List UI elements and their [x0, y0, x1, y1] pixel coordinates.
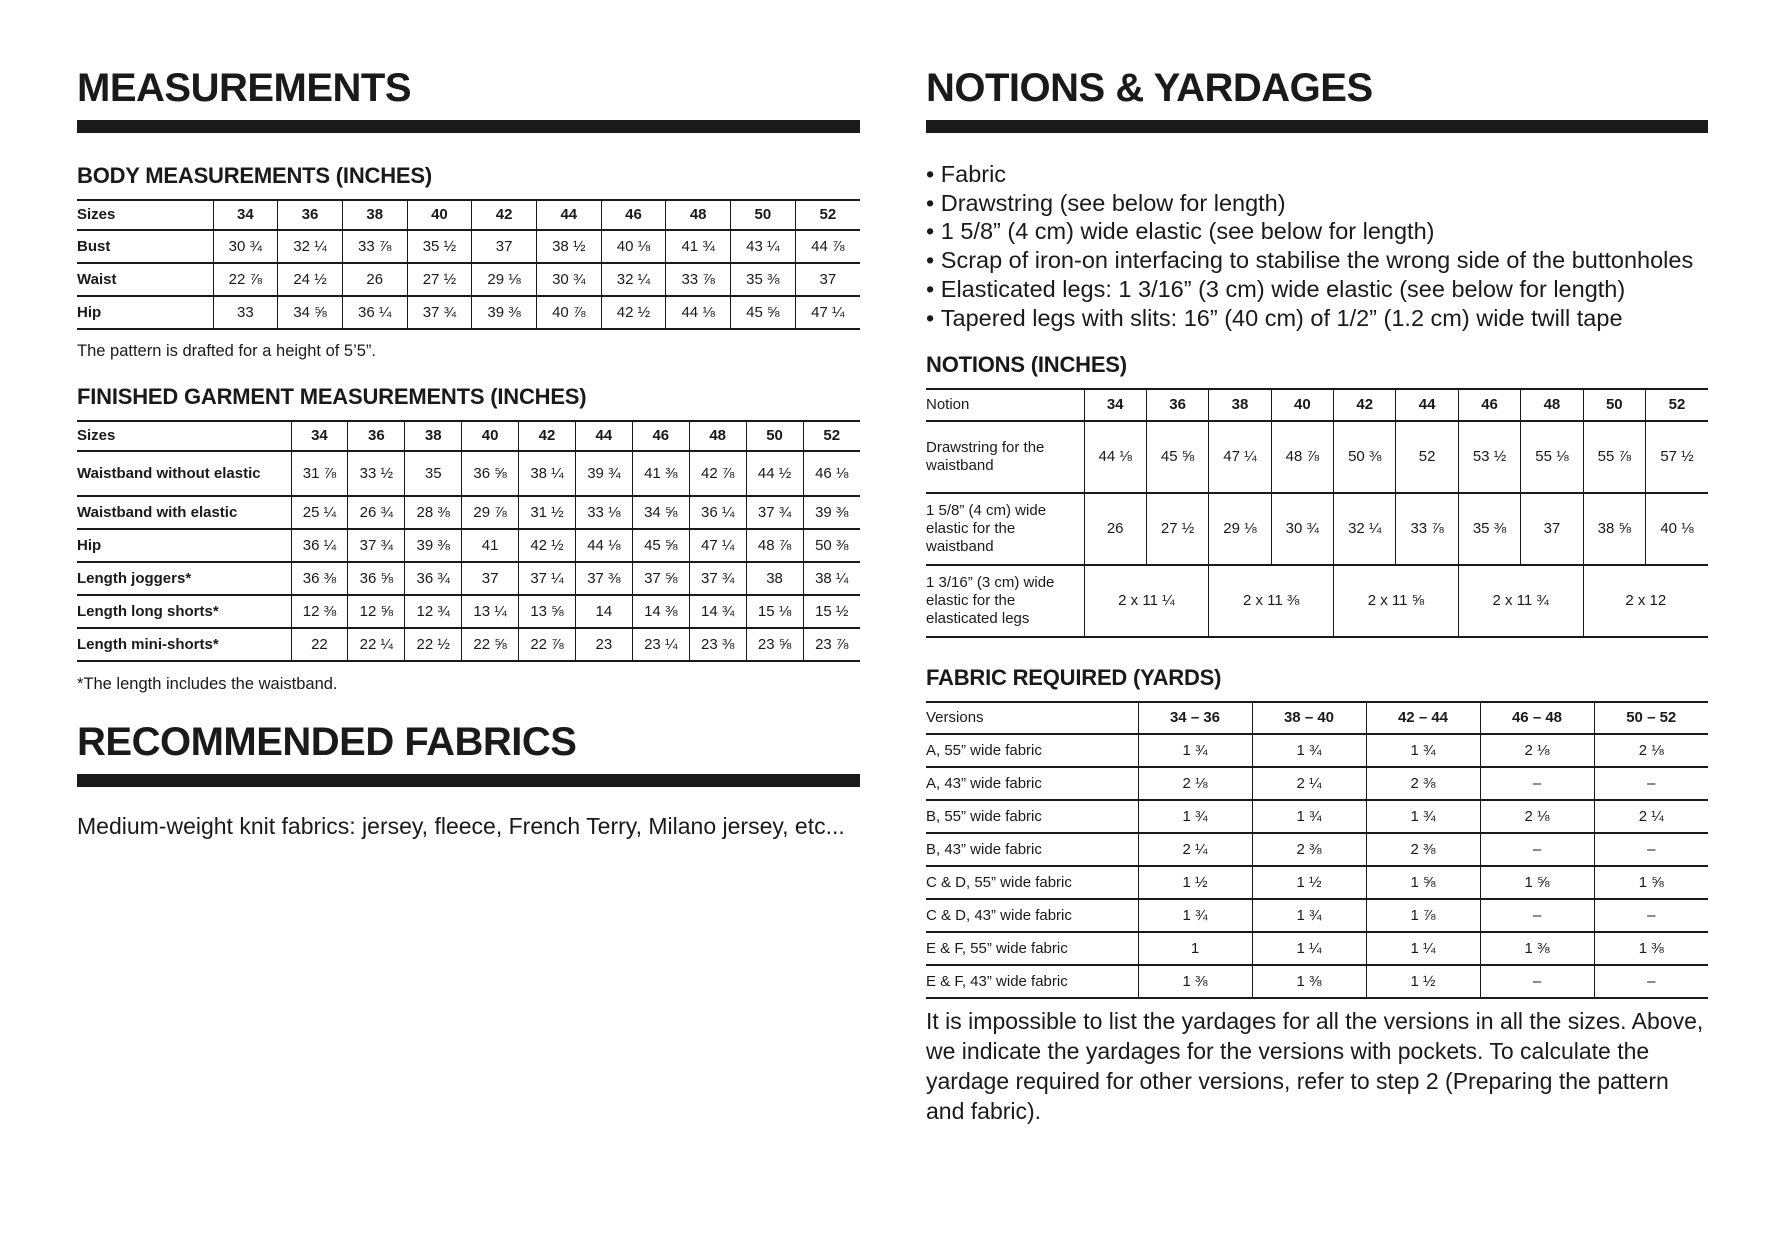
table-cell: 25 ¼: [291, 496, 348, 529]
table-cell: 2 ¼: [1252, 767, 1366, 800]
table-cell: 23: [575, 628, 632, 661]
row-label: Waistband with elastic: [77, 503, 238, 521]
table-cell: 31 ⅞: [291, 451, 348, 496]
table-row-elastic-legs: [926, 565, 1708, 637]
table-cell: 47 ¼: [795, 296, 860, 329]
row-label: Waistband without elastic: [77, 464, 261, 482]
header-cell: 44: [575, 421, 632, 451]
table-cell: 2 x 11 ⅝: [1334, 565, 1459, 637]
table-cell: 36 ⅝: [348, 562, 405, 595]
table-cell: 36 ¼: [342, 296, 407, 329]
table-cell: 1 ¾: [1252, 800, 1366, 833]
header-cell: 38: [1209, 389, 1271, 421]
notions-bullet-list: [926, 160, 1693, 332]
table-cell: 1 ⅜: [1138, 965, 1252, 998]
header-cell: 44: [1396, 389, 1458, 421]
table-cell: 50 ⅜: [803, 529, 860, 562]
notions-table: [926, 388, 1708, 638]
notions-table-title: NOTIONS (INCHES): [926, 352, 1127, 377]
table-cell: 39 ⅜: [803, 496, 860, 529]
table-row: [926, 493, 1708, 565]
header-cell: 34: [213, 200, 278, 230]
table-cell: 26: [1084, 493, 1146, 565]
table-cell: 30 ¾: [213, 230, 278, 263]
header-cell: Notion: [926, 396, 970, 413]
table-cell: 37: [1521, 493, 1583, 565]
header-cell: 42: [519, 421, 576, 451]
table-row: [77, 296, 860, 329]
table-cell: 39 ⅜: [472, 296, 537, 329]
table-cell: 2 ⅛: [1594, 734, 1708, 767]
table-cell: 44 ⅛: [1084, 421, 1146, 493]
table-cell: 37 ⅝: [632, 562, 689, 595]
table-cell: 36 ¼: [689, 496, 746, 529]
header-cell: 44: [536, 200, 601, 230]
bullet-item: • 1 5/8” (4 cm) wide elastic (see below for length): [926, 217, 1693, 246]
body-measurements-table: [77, 199, 860, 330]
header-cell: 42 – 44: [1366, 702, 1480, 734]
header-cell: 34: [291, 421, 348, 451]
fabrics-title: RECOMMENDED FABRICS: [77, 720, 577, 764]
table-header-row: [77, 200, 860, 230]
table-cell: 23 ¼: [632, 628, 689, 661]
bullet-item: • Fabric: [926, 160, 1693, 189]
table-cell: 24 ½: [278, 263, 343, 296]
header-cell: 42: [1334, 389, 1396, 421]
table-cell: 40 ⅛: [601, 230, 666, 263]
table-cell: 1 ⅜: [1480, 932, 1594, 965]
row-label: C & D, 55” wide fabric: [926, 873, 1072, 891]
table-cell: 22 ½: [405, 628, 462, 661]
finished-measurements-note: *The length includes the waistband.: [77, 675, 338, 693]
table-cell: –: [1480, 767, 1594, 800]
table-cell: 33 ⅞: [666, 263, 731, 296]
table-cell: 39 ¾: [575, 451, 632, 496]
fabric-required-title: FABRIC REQUIRED (YARDS): [926, 665, 1222, 690]
table-cell: 35 ⅜: [731, 263, 796, 296]
table-cell: 23 ⅝: [746, 628, 803, 661]
table-cell: 2 ⅜: [1366, 767, 1480, 800]
row-label: Bust: [77, 237, 111, 255]
header-cell: 40: [462, 421, 519, 451]
header-cell: 36: [278, 200, 343, 230]
table-cell: 37: [472, 230, 537, 263]
header-cell: 36: [348, 421, 405, 451]
table-cell: –: [1480, 965, 1594, 998]
table-cell: –: [1594, 899, 1708, 932]
table-cell: 22 ⅝: [462, 628, 519, 661]
table-cell: 38 ⅝: [1583, 493, 1645, 565]
table-cell: 37 ¼: [519, 562, 576, 595]
row-label: 1 3/16” (3 cm) wide elastic for the elasticated legs: [926, 574, 1055, 627]
table-cell: 37 ⅜: [575, 562, 632, 595]
table-cell: 33 ⅞: [1396, 493, 1458, 565]
row-label: Hip: [77, 536, 102, 554]
table-cell: 42 ⅞: [689, 451, 746, 496]
fabric-required-table: [926, 701, 1708, 999]
header-cell: 48: [689, 421, 746, 451]
table-cell: 2 x 11 ⅜: [1209, 565, 1334, 637]
table-cell: 37 ¾: [689, 562, 746, 595]
table-cell: 37 ¾: [407, 296, 472, 329]
table-row: [77, 529, 860, 562]
table-cell: 13 ⅝: [519, 595, 576, 628]
table-cell: 42 ½: [601, 296, 666, 329]
table-cell: 1 ⅞: [1366, 899, 1480, 932]
table-cell: 40 ⅛: [1646, 493, 1708, 565]
table-row: [926, 734, 1708, 767]
row-label: B, 55” wide fabric: [926, 807, 1042, 825]
table-cell: 1 ⅜: [1594, 932, 1708, 965]
header-cell: Sizes: [77, 427, 116, 444]
table-cell: 38: [746, 562, 803, 595]
table-row: [77, 628, 860, 661]
table-cell: 45 ⅝: [632, 529, 689, 562]
table-cell: 22 ⅞: [519, 628, 576, 661]
row-label: E & F, 55” wide fabric: [926, 939, 1068, 957]
bullet-item: • Drawstring (see below for length): [926, 189, 1693, 218]
header-cell: 34: [1084, 389, 1146, 421]
table-cell: 52: [1396, 421, 1458, 493]
table-cell: 26 ¾: [348, 496, 405, 529]
table-cell: 32 ¼: [1334, 493, 1396, 565]
table-row: [926, 421, 1708, 493]
row-label: Length long shorts*: [77, 602, 219, 620]
header-cell: 38 – 40: [1252, 702, 1366, 734]
table-cell: 1 ¾: [1252, 899, 1366, 932]
table-cell: –: [1480, 833, 1594, 866]
header-cell: 50: [1583, 389, 1645, 421]
notions-table-wrap: [926, 388, 1708, 638]
table-cell: 1 ¼: [1366, 932, 1480, 965]
header-cell: 48: [666, 200, 731, 230]
table-cell: 15 ½: [803, 595, 860, 628]
header-cell: 36: [1146, 389, 1208, 421]
table-cell: 57 ½: [1646, 421, 1708, 493]
table-cell: 37: [795, 263, 860, 296]
row-label: 1 5/8” (4 cm) wide elastic for the waistband: [926, 502, 1047, 555]
table-row: [77, 451, 860, 496]
table-cell: 37 ¾: [348, 529, 405, 562]
table-cell: 2 ⅛: [1480, 800, 1594, 833]
table-cell: 48 ⅞: [746, 529, 803, 562]
table-cell: 1 ¾: [1138, 899, 1252, 932]
table-cell: 1 ½: [1252, 866, 1366, 899]
row-label: Length mini-shorts*: [77, 635, 219, 653]
table-cell: 27 ½: [407, 263, 472, 296]
notions-title: NOTIONS & YARDAGES: [926, 66, 1373, 110]
row-label: Drawstring for the waistband: [926, 439, 1045, 474]
table-cell: 38 ¼: [519, 451, 576, 496]
table-cell: 29 ⅛: [472, 263, 537, 296]
table-cell: 33: [213, 296, 278, 329]
table-cell: 46 ⅛: [803, 451, 860, 496]
table-cell: –: [1594, 833, 1708, 866]
row-label: E & F, 43” wide fabric: [926, 972, 1068, 990]
table-cell: 1 ¾: [1366, 800, 1480, 833]
table-cell: 32 ¼: [278, 230, 343, 263]
table-cell: 12 ¾: [405, 595, 462, 628]
row-label: B, 43” wide fabric: [926, 840, 1042, 858]
table-cell: 2 ⅜: [1252, 833, 1366, 866]
bullet-item: • Elasticated legs: 1 3/16” (3 cm) wide elastic (see below for length): [926, 275, 1693, 304]
header-cell: 40: [407, 200, 472, 230]
table-cell: 34 ⅝: [632, 496, 689, 529]
finished-measurements-title: FINISHED GARMENT MEASUREMENTS (INCHES): [77, 384, 587, 409]
fabric-required-table-wrap: [926, 701, 1708, 999]
measurements-title: MEASUREMENTS: [77, 66, 412, 110]
table-header-row: [77, 421, 860, 451]
table-cell: 45 ⅝: [731, 296, 796, 329]
row-label: Waist: [77, 270, 117, 288]
table-cell: 2 ⅜: [1366, 833, 1480, 866]
table-cell: 37 ¾: [746, 496, 803, 529]
table-cell: 44 ½: [746, 451, 803, 496]
table-cell: 2 ¼: [1138, 833, 1252, 866]
table-cell: 34 ⅝: [278, 296, 343, 329]
body-measurements-table-wrap: [77, 199, 860, 330]
table-cell: 22: [291, 628, 348, 661]
fabrics-title-bar: [77, 774, 860, 787]
table-cell: –: [1480, 899, 1594, 932]
table-row: [926, 767, 1708, 800]
table-cell: 40 ⅞: [536, 296, 601, 329]
table-cell: 42 ½: [519, 529, 576, 562]
header-cell: 50 – 52: [1594, 702, 1708, 734]
table-cell: 1 ¾: [1366, 734, 1480, 767]
table-cell: 22 ⅞: [213, 263, 278, 296]
table-row: [926, 866, 1708, 899]
table-cell: 55 ⅞: [1583, 421, 1645, 493]
header-cell: 48: [1521, 389, 1583, 421]
finished-measurements-table-wrap: [77, 420, 860, 662]
header-cell: 52: [1646, 389, 1708, 421]
table-cell: 38 ¼: [803, 562, 860, 595]
table-cell: 53 ½: [1458, 421, 1520, 493]
table-row: [926, 899, 1708, 932]
table-cell: 32 ¼: [601, 263, 666, 296]
table-cell: 1 ¾: [1138, 800, 1252, 833]
bullet-item: • Scrap of iron-on interfacing to stabilise the wrong side of the buttonholes: [926, 246, 1693, 275]
table-cell: 12 ⅝: [348, 595, 405, 628]
table-row: [926, 800, 1708, 833]
table-cell: 1 ⅝: [1366, 866, 1480, 899]
table-row: [926, 932, 1708, 965]
table-row: [77, 595, 860, 628]
table-cell: 50 ⅜: [1334, 421, 1396, 493]
table-cell: 36 ¾: [405, 562, 462, 595]
table-cell: 2 ⅛: [1480, 734, 1594, 767]
table-cell: 29 ⅛: [1209, 493, 1271, 565]
table-cell: 41 ⅜: [632, 451, 689, 496]
table-cell: 2 ⅛: [1138, 767, 1252, 800]
table-cell: 1: [1138, 932, 1252, 965]
table-cell: 47 ¼: [689, 529, 746, 562]
table-row: [77, 263, 860, 296]
table-row: [77, 562, 860, 595]
notions-title-bar: [926, 120, 1708, 133]
header-cell: 38: [342, 200, 407, 230]
table-cell: 55 ⅛: [1521, 421, 1583, 493]
header-cell: 40: [1271, 389, 1333, 421]
table-row: [926, 833, 1708, 866]
table-cell: 26: [342, 263, 407, 296]
table-cell: 38 ½: [536, 230, 601, 263]
table-cell: 31 ½: [519, 496, 576, 529]
table-row: [77, 230, 860, 263]
table-cell: 35 ⅜: [1458, 493, 1520, 565]
table-cell: 37: [462, 562, 519, 595]
table-cell: 15 ⅛: [746, 595, 803, 628]
table-cell: 33 ½: [348, 451, 405, 496]
row-label: Hip: [77, 303, 102, 321]
table-row: [77, 496, 860, 529]
table-cell: 48 ⅞: [1271, 421, 1333, 493]
table-cell: 1 ⅝: [1594, 866, 1708, 899]
fabrics-text: Medium-weight knit fabrics: jersey, fleece, French Terry, Milano jersey, etc...: [77, 813, 845, 839]
bullet-item: • Tapered legs with slits: 16” (40 cm) of 1/2” (1.2 cm) wide twill tape: [926, 304, 1693, 333]
header-cell: 46: [1458, 389, 1520, 421]
body-measurements-title: BODY MEASUREMENTS (INCHES): [77, 163, 432, 188]
table-cell: 39 ⅜: [405, 529, 462, 562]
table-cell: 1 ¾: [1138, 734, 1252, 767]
table-header-row: [926, 702, 1708, 734]
row-label: A, 55” wide fabric: [926, 741, 1042, 759]
table-cell: 47 ¼: [1209, 421, 1271, 493]
table-cell: 1 ⅜: [1252, 965, 1366, 998]
header-cell: 38: [405, 421, 462, 451]
header-cell: 42: [472, 200, 537, 230]
table-cell: 27 ½: [1146, 493, 1208, 565]
table-cell: 44 ⅛: [666, 296, 731, 329]
table-cell: 23 ⅜: [689, 628, 746, 661]
table-cell: 14 ⅜: [632, 595, 689, 628]
table-cell: 2 x 12: [1583, 565, 1708, 637]
table-cell: 33 ⅛: [575, 496, 632, 529]
table-cell: 14: [575, 595, 632, 628]
table-cell: 36 ⅝: [462, 451, 519, 496]
table-cell: 2 ¼: [1594, 800, 1708, 833]
table-cell: 1 ⅝: [1480, 866, 1594, 899]
table-row: [926, 965, 1708, 998]
table-cell: 44 ⅞: [795, 230, 860, 263]
table-cell: 29 ⅞: [462, 496, 519, 529]
header-cell: 52: [803, 421, 860, 451]
table-cell: 1 ½: [1138, 866, 1252, 899]
table-cell: 14 ¾: [689, 595, 746, 628]
header-cell: 46 – 48: [1480, 702, 1594, 734]
table-cell: 1 ¾: [1252, 734, 1366, 767]
table-header-row: [926, 389, 1708, 421]
table-cell: 33 ⅞: [342, 230, 407, 263]
table-cell: 1 ½: [1366, 965, 1480, 998]
table-cell: 22 ¼: [348, 628, 405, 661]
fabric-required-footnote: It is impossible to list the yardages for all the versions in all the sizes. Above, we indicate the yardages for the versions with pockets. To calculate the yardage required for other versions, refer to step 2 (Preparing the pattern and fabric).: [926, 1008, 1704, 1124]
row-label: Length joggers*: [77, 569, 192, 587]
table-cell: 36 ⅜: [291, 562, 348, 595]
header-cell: Versions: [926, 709, 984, 726]
measurements-title-bar: [77, 120, 860, 133]
table-cell: 45 ⅝: [1146, 421, 1208, 493]
header-cell: Sizes: [77, 206, 116, 223]
row-label: A, 43” wide fabric: [926, 774, 1042, 792]
table-cell: 2 x 11 ¼: [1084, 565, 1209, 637]
table-cell: 43 ¼: [731, 230, 796, 263]
header-cell: 50: [731, 200, 796, 230]
finished-measurements-table: [77, 420, 860, 662]
table-cell: 35: [405, 451, 462, 496]
table-cell: 41 ¾: [666, 230, 731, 263]
table-cell: 23 ⅞: [803, 628, 860, 661]
header-cell: 46: [632, 421, 689, 451]
header-cell: 50: [746, 421, 803, 451]
table-cell: 12 ⅜: [291, 595, 348, 628]
table-cell: 30 ¾: [536, 263, 601, 296]
table-cell: 2 x 11 ¾: [1458, 565, 1583, 637]
table-cell: 30 ¾: [1271, 493, 1333, 565]
table-cell: 1 ¼: [1252, 932, 1366, 965]
table-cell: 35 ½: [407, 230, 472, 263]
header-cell: 52: [795, 200, 860, 230]
row-label: C & D, 43” wide fabric: [926, 906, 1072, 924]
table-cell: 41: [462, 529, 519, 562]
table-cell: 36 ¼: [291, 529, 348, 562]
table-cell: 13 ¼: [462, 595, 519, 628]
header-cell: 34 – 36: [1138, 702, 1252, 734]
body-measurements-note: The pattern is drafted for a height of 5’5”.: [77, 342, 377, 360]
table-cell: 44 ⅛: [575, 529, 632, 562]
table-cell: –: [1594, 965, 1708, 998]
table-cell: –: [1594, 767, 1708, 800]
header-cell: 46: [601, 200, 666, 230]
table-cell: 28 ⅜: [405, 496, 462, 529]
